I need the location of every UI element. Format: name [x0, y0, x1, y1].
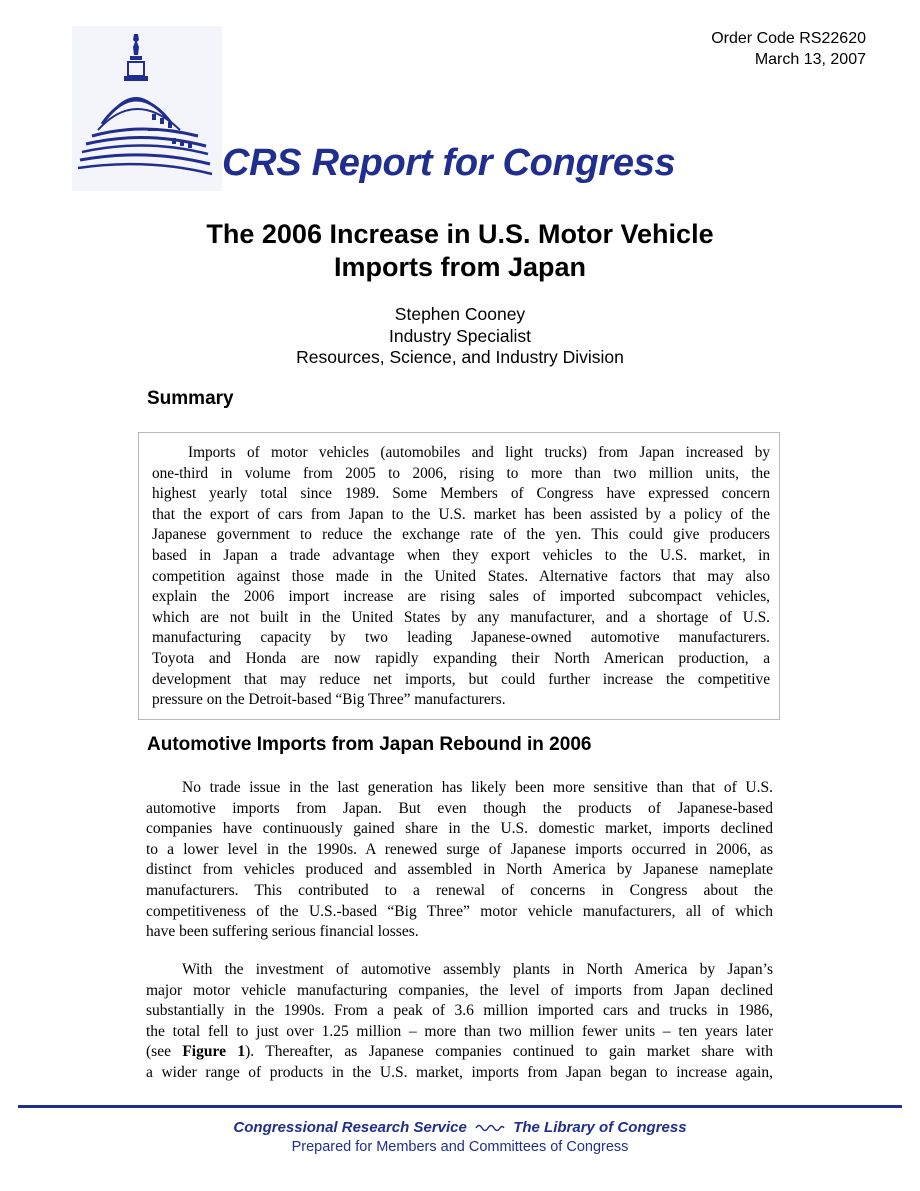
report-date: March 13, 2007 [754, 51, 866, 68]
summary-heading: Summary [147, 388, 234, 409]
capitol-dome-icon [72, 26, 222, 191]
author-block [0, 304, 920, 369]
order-code: Order Code RS22620 [711, 30, 866, 47]
summary-line: development that may reduce net imports, but could further increase the competitive [152, 670, 770, 688]
summary-line: Japanese government to reduce the exchange rate of the yen. This could give producers [152, 526, 770, 544]
figure-reference[interactable]: Figure 1 [182, 1043, 246, 1061]
summary-line: explain the 2006 import increase are rising sales of imported subcompact vehicles, [152, 588, 770, 606]
section-heading: Automotive Imports from Japan Rebound in 2006 [147, 734, 592, 755]
title-line-2: Imports from Japan [333, 252, 587, 282]
footer-loc: The Library of Congress [513, 1119, 687, 1136]
summary-line: which are not built in the United States by any manufacturer, and a shortage of U.S. [152, 608, 770, 626]
paragraph-line: (see Figure 1). Thereafter, as Japanese companies continued to gain market share with [146, 1043, 773, 1061]
paragraph-line: No trade issue in the last generation has likely been more sensitive than that of U.S. [182, 779, 773, 796]
author-division: Resources, Science, and Industry Division [296, 347, 624, 367]
paragraph-line: companies have continuously gained share in the U.S. domestic market, imports declined [146, 820, 773, 838]
document-title [0, 218, 920, 284]
summary-line: competition against those made in the United States. Alternative factors that may also [152, 567, 770, 585]
paragraph-line: to a lower level in the 1990s. A renewed surge of Japanese imports occurred in 2006, as [146, 840, 773, 858]
footer-crs: Congressional Research Service [233, 1119, 467, 1136]
body-paragraph-2 [146, 960, 773, 1084]
paragraph-line: have been suffering serious financial losses. [146, 923, 419, 941]
footer [0, 1118, 920, 1157]
summary-text [152, 443, 770, 711]
paragraph-line: a wider range of products in the U.S. market, imports from Japan began to increase again, [146, 1063, 773, 1081]
paragraph-line: the total fell to just over 1.25 million – more than two million fewer units – ten years later [146, 1022, 773, 1040]
summary-line: based in Japan a trade advantage when they export vehicles to the U.S. market, in [152, 546, 770, 564]
footer-attribution [0, 1118, 920, 1138]
paragraph-line: manufacturers. This contributed to a renewal of concerns in Congress about the [146, 881, 773, 899]
paragraph-line: automotive imports from Japan. But even though the products of Japanese-based [146, 799, 773, 817]
paragraph-line: With the investment of automotive assembly plants in North America by Japan’s [182, 961, 773, 978]
order-code-block [711, 28, 866, 70]
paragraph-line: competitiveness of the U.S.-based “Big Three” motor vehicle manufacturers, all of which [146, 902, 773, 920]
summary-line: manufacturing capacity by two leading Japanese-owned automotive manufacturers. [152, 629, 770, 647]
summary-line: pressure on the Detroit-based “Big Three” manufacturers. [152, 691, 506, 709]
summary-line: Toyota and Honda are now rapidly expanding their North American production, a [152, 649, 770, 667]
paragraph-line: major motor vehicle manufacturing companies, the level of imports from Japan declined [146, 981, 773, 999]
title-line-1: The 2006 Increase in U.S. Motor Vehicle [206, 219, 714, 249]
author-name: Stephen Cooney [394, 304, 526, 324]
crs-logo [72, 26, 676, 191]
footer-rule [18, 1105, 902, 1108]
paragraph-line: substantially in the 1990s. From a peak of 3.6 million imported cars and trucks in 1986, [146, 1002, 773, 1020]
summary-line: highest yearly total since 1989. Some Members of Congress have expressed concern [152, 485, 770, 503]
report-series-title: CRS Report for Congress [222, 142, 676, 184]
body-paragraph-1 [146, 778, 773, 943]
summary-line: one-third in volume from 2005 to 2006, rising to more than two million units, the [152, 464, 770, 482]
footer-tagline: Prepared for Members and Committees of Congress [291, 1139, 629, 1155]
summary-line: Imports of motor vehicles (automobiles and light trucks) from Japan increased by [188, 444, 770, 461]
summary-line: that the export of cars from Japan to the U.S. market has been assisted by a policy of the [152, 505, 770, 523]
ornament-icon [475, 1123, 505, 1133]
author-title: Industry Specialist [388, 325, 531, 346]
paragraph-line: distinct from vehicles produced and assembled in North America by Japanese nameplate [146, 861, 773, 879]
